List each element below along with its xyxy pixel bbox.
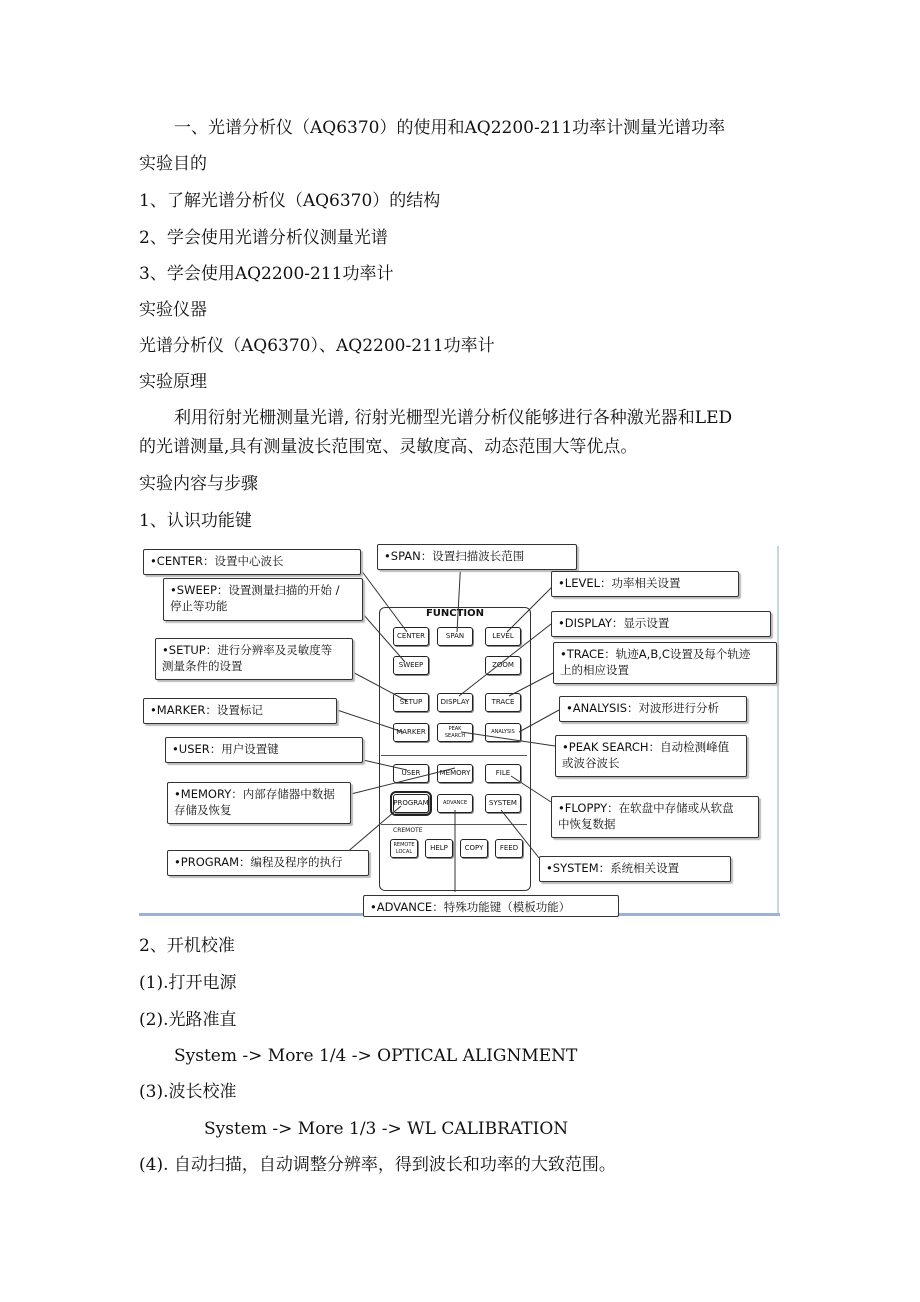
display-key[interactable]: DISPLAY: [437, 693, 473, 712]
setup-key[interactable]: SETUP: [393, 693, 429, 712]
trace-key[interactable]: TRACE: [485, 693, 521, 712]
feed-key[interactable]: FEED: [495, 839, 523, 858]
purpose-item-3: 3、学会使用AQ2200-211功率计: [139, 264, 394, 284]
user-key[interactable]: USER: [393, 764, 429, 783]
connector-center: [361, 570, 407, 632]
zoom-key[interactable]: ZOOM: [485, 656, 521, 675]
function-panel-title: FUNCTION: [425, 608, 485, 619]
callout-peak-search: •PEAK SEARCH：自动检测峰值 或波谷波长: [555, 735, 747, 777]
purpose-item-1: 1、了解光谱分析仪（AQ6370）的结构: [139, 191, 441, 211]
connector-marker: [337, 710, 403, 732]
step-2-heading: 2、开机校准: [139, 936, 235, 956]
callout-sweep: •SWEEP：设置测量扫描的开始 / 停止等功能: [163, 578, 363, 621]
callout-user: •USER：用户设置键: [165, 737, 363, 763]
level-key[interactable]: LEVEL: [485, 627, 521, 646]
step-2-2-command: System -> More 1/4 -> OPTICAL ALIGNMENT: [174, 1046, 578, 1066]
remote-group-label: CREMOTE: [393, 827, 423, 834]
step-2-1: (1).打开电源: [139, 973, 237, 993]
section-heading-steps: 实验内容与步骤: [139, 474, 258, 494]
connector-user: [363, 760, 407, 770]
purpose-item-2: 2、学会使用光谱分析仪测量光谱: [139, 228, 388, 248]
section-heading-purpose: 实验目的: [139, 154, 207, 174]
peak-search-key[interactable]: PEAK SEARCH: [437, 723, 473, 742]
callout-system: •SYSTEM：系统相关设置: [539, 856, 731, 882]
step-2-2: (2).光路准直: [139, 1010, 237, 1030]
connector-system: [501, 810, 539, 858]
connector-peak: [461, 732, 555, 746]
connector-trace: [509, 672, 555, 696]
sweep-key[interactable]: SWEEP: [393, 656, 429, 675]
callout-advance: •ADVANCE：特殊功能键（模板功能）: [363, 895, 619, 917]
callout-program: •PROGRAM：编程及程序的执行: [167, 850, 369, 876]
help-key[interactable]: HELP: [425, 839, 453, 858]
step-2-3-command: System -> More 1/3 -> WL CALIBRATION: [204, 1119, 569, 1139]
memory-key[interactable]: MEMORY: [437, 764, 473, 783]
connector-level: [507, 584, 555, 632]
callout-setup: •SETUP：进行分辨率及灵敏度等 测量条件的设置: [155, 638, 353, 680]
center-key[interactable]: CENTER: [393, 627, 429, 646]
callout-trace: •TRACE：轨迹A,B,C设置及每个轨迹 上的相应设置: [553, 642, 777, 684]
section-heading-instruments: 实验仪器: [139, 300, 207, 320]
section-heading-principle: 实验原理: [139, 372, 207, 392]
callout-marker: •MARKER：设置标记: [143, 698, 337, 724]
callout-display: •DISPLAY：显示设置: [551, 611, 771, 637]
connector-floppy: [511, 776, 551, 802]
connector-setup: [345, 668, 407, 701]
connector-display: [459, 624, 551, 696]
span-key[interactable]: SPAN: [437, 627, 473, 646]
instruments-text: 光谱分析仪（AQ6370）、AQ2200-211功率计: [139, 336, 495, 356]
connector-analysis: [519, 710, 559, 732]
callout-center: •CENTER：设置中心波长: [143, 549, 361, 575]
file-key[interactable]: FILE: [485, 764, 521, 783]
advance-key[interactable]: ADVANCE: [437, 794, 473, 813]
callout-span: •SPAN：设置扫描波长范围: [377, 544, 577, 570]
step-2-3: (3).波长校准: [139, 1082, 237, 1102]
local-key[interactable]: REMOTE LOCAL: [390, 839, 418, 858]
connector-program: [345, 806, 401, 854]
document-title: 一、光谱分析仪（AQ6370）的使用和AQ2200-211功率计测量光谱功率: [174, 118, 726, 138]
principle-text-line-2: 的光谱测量,具有测量波长范围宽、灵敏度高、动态范围大等优点。: [139, 437, 638, 457]
callout-analysis: •ANALYSIS：对波形进行分析: [559, 696, 747, 722]
step-2-4: (4). 自动扫描，自动调整分辨率，得到波长和功率的大致范围。: [139, 1155, 616, 1175]
callout-floppy: •FLOPPY：在软盘中存储或从软盘 中恢复数据: [551, 796, 759, 838]
callout-memory: •MEMORY：内部存储器中数据 存储及恢复: [167, 782, 351, 824]
connector-memory: [351, 768, 455, 794]
marker-key[interactable]: MARKER: [393, 723, 429, 742]
program-key[interactable]: PROGRAM: [393, 794, 429, 813]
system-key[interactable]: SYSTEM: [485, 794, 521, 813]
callout-level: •LEVEL：功率相关设置: [551, 571, 739, 597]
principle-text-line-1: 利用衍射光栅测量光谱, 衍射光栅型光谱分析仪能够进行各种激光器和LED: [174, 408, 733, 428]
analysis-key[interactable]: ANALYSIS: [485, 723, 521, 742]
copy-key[interactable]: COPY: [460, 839, 488, 858]
step-1-heading: 1、认识功能键: [139, 511, 252, 531]
function-keys-diagram: [139, 544, 780, 917]
